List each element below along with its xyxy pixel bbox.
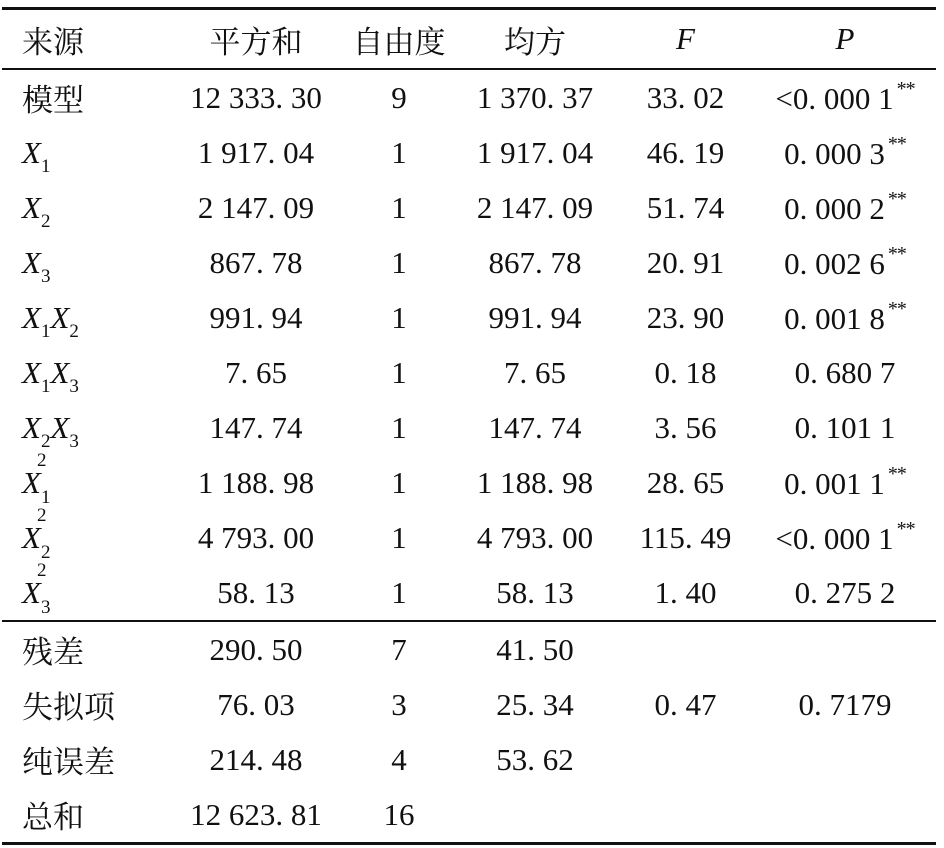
- row-p: [754, 125, 936, 180]
- row-source: 残差: [22, 635, 84, 671]
- row-ms: 1 188. 98: [476, 464, 594, 500]
- row-ms: 867. 78: [488, 244, 582, 280]
- subscript: 3: [69, 430, 79, 452]
- row-source: [2, 559, 167, 621]
- row-ms: 1 370. 37: [476, 79, 594, 115]
- row-p: [754, 565, 936, 621]
- row-df: 1: [391, 464, 407, 500]
- row-df: 3: [391, 686, 407, 722]
- row-f: [617, 787, 754, 844]
- subscript: 1: [40, 320, 51, 342]
- row-df: 9: [391, 79, 407, 115]
- p-value: 0. 000 2: [784, 191, 885, 226]
- row-f: 0. 47: [654, 686, 717, 722]
- row-ss: 1 188. 98: [197, 464, 315, 500]
- row-ss: 867. 78: [209, 244, 303, 280]
- variable-symbol: X: [50, 299, 70, 335]
- row-ms: 1 917. 04: [476, 134, 594, 170]
- row-df: 1: [391, 244, 407, 280]
- row-df: 1: [391, 134, 407, 170]
- row-source: [2, 180, 167, 235]
- table-row: [2, 69, 936, 125]
- p-value: <0. 000 1: [775, 521, 894, 556]
- table-row: [2, 290, 936, 345]
- subscript: 1: [40, 486, 51, 508]
- row-ms: [453, 787, 617, 844]
- row-f: 28. 65: [646, 464, 725, 500]
- table-row: [2, 235, 936, 290]
- row-f: 51. 74: [646, 189, 725, 225]
- row-ss: 58. 13: [217, 574, 295, 610]
- variable-symbol: X: [22, 299, 41, 335]
- row-f: 0. 18: [654, 354, 717, 390]
- row-ss: 147. 74: [209, 409, 303, 445]
- p-value: 0. 275 2: [794, 574, 896, 610]
- variable-symbol: X: [22, 464, 41, 500]
- subscript: 2: [40, 210, 51, 232]
- row-ss: 290. 50: [209, 631, 303, 667]
- row-f: [617, 732, 754, 787]
- subscript: 3: [40, 265, 51, 287]
- variable-symbol: X: [22, 574, 41, 610]
- row-source: [2, 400, 167, 455]
- variable-symbol: X: [22, 354, 41, 390]
- table-row: [2, 621, 936, 677]
- p-value: <0. 000 1: [775, 81, 894, 116]
- row-p: [754, 345, 936, 400]
- p-value: 0. 001 1: [784, 466, 885, 501]
- anova-table: [2, 7, 936, 845]
- row-f: 23. 90: [646, 299, 725, 335]
- variable-symbol: X: [50, 354, 70, 390]
- row-p: [754, 510, 936, 565]
- p-value: 0. 101 1: [794, 409, 896, 445]
- subscript: 2: [40, 541, 51, 563]
- table-row: [2, 677, 936, 732]
- row-ss: 1 917. 04: [197, 134, 315, 170]
- table-row: [2, 455, 936, 510]
- p-value: 0. 002 6: [784, 246, 885, 281]
- row-f: 115. 49: [639, 519, 732, 555]
- row-ms: 7. 65: [504, 354, 566, 390]
- row-df: 1: [391, 354, 407, 390]
- row-p: [754, 180, 936, 235]
- row-p: [754, 455, 936, 510]
- row-df: 4: [391, 741, 407, 777]
- row-source: [2, 504, 167, 565]
- row-p: [754, 787, 936, 844]
- table-row: [2, 345, 936, 400]
- variable-symbol: X: [22, 409, 41, 445]
- row-ms: 41. 50: [496, 631, 574, 667]
- row-p: [754, 621, 936, 677]
- row-p: [754, 290, 936, 345]
- row-ms: 4 793. 00: [476, 519, 594, 555]
- row-p: [754, 732, 936, 787]
- squared-term: X 2 $_1$: [22, 449, 51, 508]
- subscript: 2: [69, 320, 79, 342]
- row-source: 总和: [22, 800, 84, 836]
- row-f: 46. 19: [646, 134, 725, 170]
- table-row: [2, 732, 936, 787]
- subscript: 3: [69, 375, 79, 397]
- row-source: [2, 290, 167, 345]
- row-f: 20. 91: [646, 244, 725, 280]
- row-f: 1. 40: [654, 574, 717, 610]
- row-p: [754, 69, 936, 125]
- row-ms: 53. 62: [496, 741, 574, 777]
- row-df: 1: [391, 574, 407, 610]
- table-row: [2, 180, 936, 235]
- row-df: 1: [391, 409, 407, 445]
- p-value: 0. 001 8: [784, 301, 885, 336]
- row-df: 1: [391, 519, 407, 555]
- row-source: [2, 125, 167, 180]
- row-ms: 25. 34: [496, 686, 574, 722]
- significance-marker: **: [887, 188, 906, 210]
- subscript: 1: [40, 375, 51, 397]
- row-p: [754, 400, 936, 455]
- row-ms: 147. 74: [488, 409, 582, 445]
- variable-symbol: X: [50, 409, 70, 445]
- row-f: [617, 621, 754, 677]
- significance-marker: **: [887, 243, 906, 265]
- row-df: 16: [383, 796, 415, 832]
- row-f: 33. 02: [646, 79, 725, 115]
- significance-marker: **: [887, 133, 906, 155]
- row-source: 纯误差: [22, 745, 115, 781]
- row-df: 1: [391, 189, 407, 225]
- row-ms: 2 147. 09: [476, 189, 594, 225]
- significance-marker: **: [887, 463, 906, 485]
- p-value: 0. 680 7: [794, 354, 896, 390]
- significance-marker: **: [887, 298, 906, 320]
- row-ss: 4 793. 00: [197, 519, 315, 555]
- row-p: 0. 7179: [798, 686, 892, 722]
- subscript: 3: [40, 596, 51, 618]
- row-source: 失拟项: [22, 690, 115, 726]
- row-ss: 2 147. 09: [197, 189, 315, 225]
- header-row: [2, 9, 936, 70]
- row-df: 7: [391, 631, 407, 667]
- row-f: 3. 56: [654, 409, 717, 445]
- table-row: [2, 400, 936, 455]
- row-ss: 76. 03: [217, 686, 295, 722]
- variable-symbol: X: [22, 189, 41, 225]
- header-mean-square: 均方: [504, 24, 566, 61]
- row-ms: 58. 13: [496, 574, 574, 610]
- row-ss: 12 623. 81: [190, 796, 322, 832]
- row-source: [2, 449, 167, 510]
- subscript: 1: [40, 155, 51, 177]
- variable-symbol: X: [22, 244, 41, 280]
- row-ss: 7. 65: [225, 354, 287, 390]
- squared-term: X 2 $_2$: [22, 504, 51, 563]
- subscript: 2: [40, 430, 51, 452]
- row-df: 1: [391, 299, 407, 335]
- header-f-value: F: [676, 21, 695, 56]
- squared-term: X 2 $_3$: [22, 559, 51, 618]
- table-row: [2, 565, 936, 621]
- row-ss: 12 333. 30: [190, 79, 322, 115]
- significance-marker: **: [896, 518, 915, 540]
- header-sum-of-squares: 平方和: [209, 24, 303, 61]
- row-ss: 214. 48: [209, 741, 303, 777]
- row-ss: 991. 94: [209, 299, 303, 335]
- header-p-value: P: [835, 21, 855, 56]
- row-source: 模型: [22, 83, 84, 119]
- header-degrees-of-freedom: 自由度: [352, 24, 446, 61]
- significance-marker: **: [896, 78, 915, 100]
- header-source: 来源: [22, 24, 84, 61]
- table-row: [2, 510, 936, 565]
- p-value: 0. 000 3: [784, 136, 885, 171]
- row-source: [2, 345, 167, 400]
- row-source: [2, 235, 167, 290]
- row-p: [754, 235, 936, 290]
- row-ms: 991. 94: [488, 299, 582, 335]
- variable-symbol: X: [22, 519, 41, 555]
- table-row: [2, 787, 936, 844]
- table-row: [2, 125, 936, 180]
- variable-symbol: X: [22, 134, 41, 170]
